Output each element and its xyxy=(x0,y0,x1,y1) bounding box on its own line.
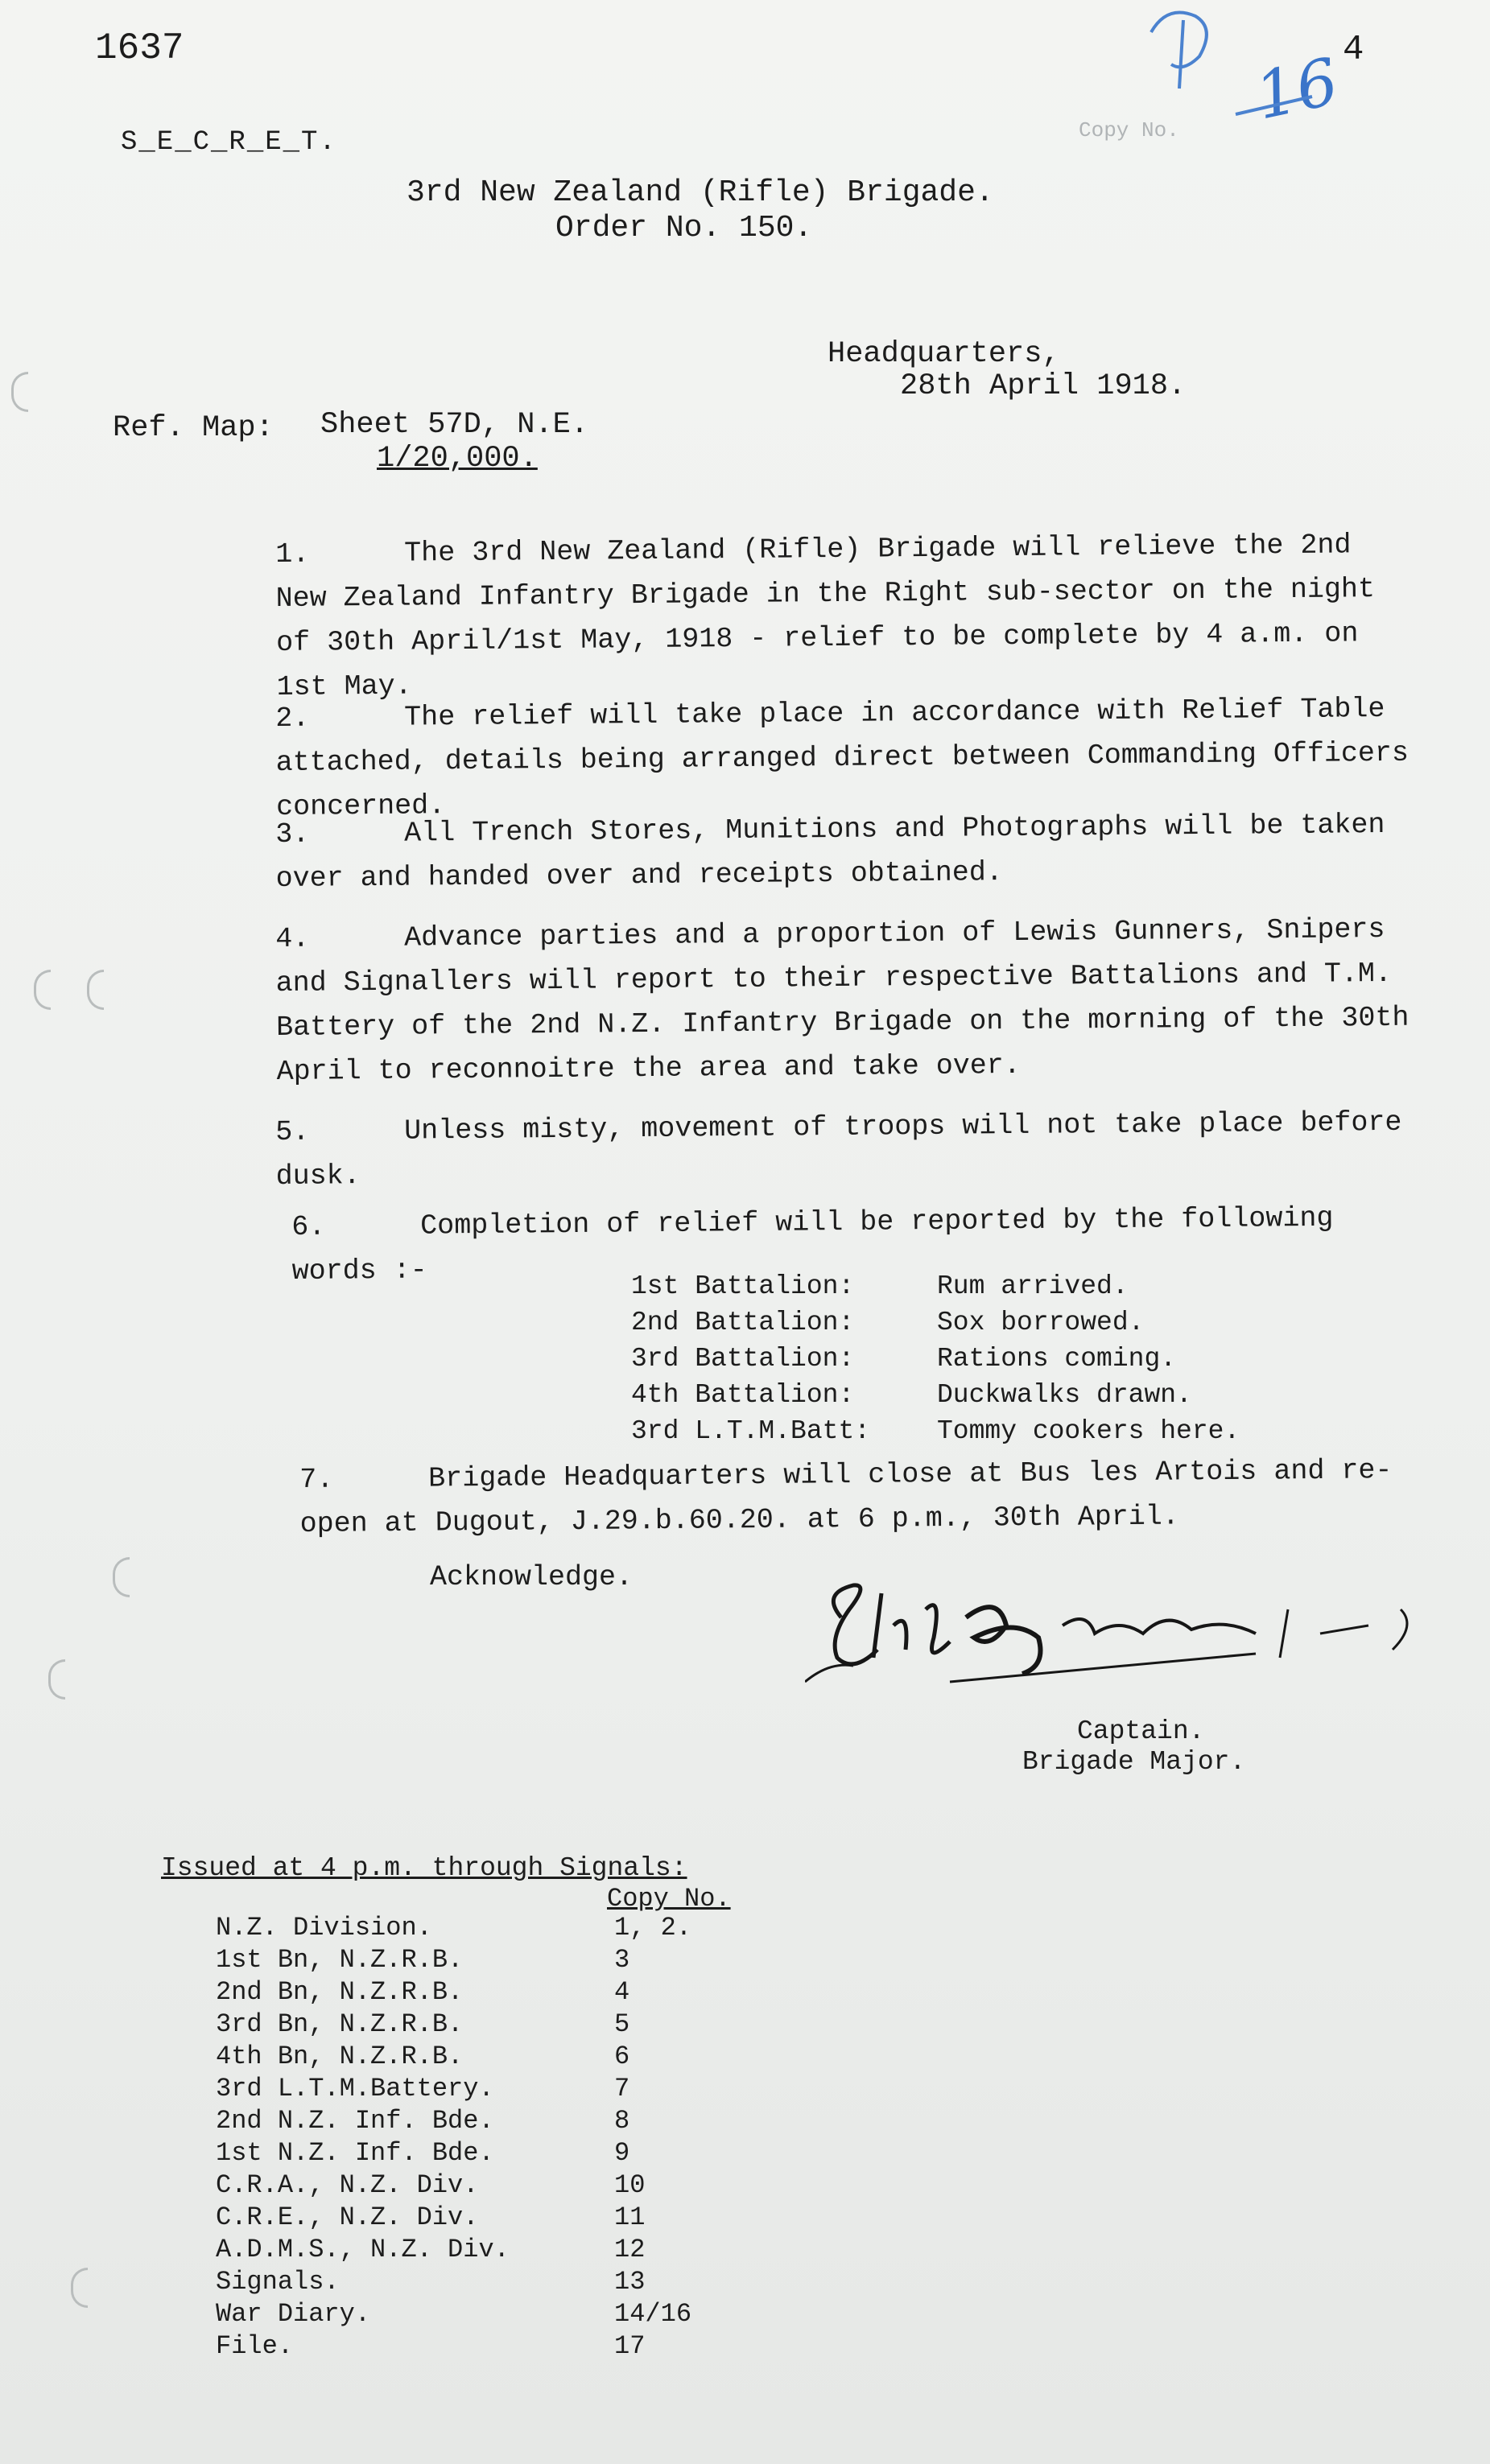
punch-hole xyxy=(71,2268,88,2308)
distribution-row xyxy=(216,2330,691,2363)
copy-number: 1, 2. xyxy=(614,1913,692,1943)
copy-number: 4 xyxy=(614,1977,630,2007)
paragraph-number: 3. xyxy=(275,818,310,851)
copy-number: 9 xyxy=(614,2138,630,2168)
copy-number: 10 xyxy=(614,2170,646,2200)
paragraph-number: 5. xyxy=(275,1115,310,1148)
copy-number: 6 xyxy=(614,2042,630,2071)
paragraph-text: Completion of relief will be reported by the following words :- xyxy=(291,1201,1334,1288)
punch-hole xyxy=(48,1659,65,1700)
code-word-row xyxy=(631,1268,1240,1304)
paragraph-text: Unless misty, movement of troops will not take place before dusk. xyxy=(275,1106,1402,1193)
distribution-row xyxy=(216,2073,691,2105)
paragraph-number: 2. xyxy=(275,702,310,735)
location: Headquarters, xyxy=(828,337,1060,371)
recipient: N.Z. Division. xyxy=(216,1913,432,1943)
code-word-row xyxy=(631,1377,1240,1413)
code-word-unit: 4th Battalion: xyxy=(631,1380,855,1410)
paragraph-text: All Trench Stores, Munitions and Photographs will be taken over and handed over and receipts obtained. xyxy=(275,808,1385,895)
paragraph-text: The 3rd New Zealand (Rifle) Brigade will relieve the 2nd New Zealand Infantry Brigade in the Right sub-sector on the night of 30th April/1st May, 1918 - relief to be complete by 4 a.m. on 1st May. xyxy=(275,529,1376,703)
distribution-row xyxy=(216,2009,691,2041)
punch-hole xyxy=(11,372,28,412)
paragraph-number: 1. xyxy=(275,538,310,571)
page-number: 4 xyxy=(1343,30,1364,70)
copy-number-stamp: Copy No. xyxy=(1079,118,1179,142)
code-words-list xyxy=(631,1268,1240,1449)
code-word-row xyxy=(631,1341,1240,1377)
ref-map-label: Ref. Map: xyxy=(113,411,274,445)
distribution-row xyxy=(216,2234,691,2266)
distribution-row xyxy=(216,2266,691,2298)
paragraph-text: The relief will take place in accordance with Relief Table attached, details being arranged direct between Commanding Officers concerned. xyxy=(275,692,1410,823)
distribution-row xyxy=(216,1976,691,2009)
copy-no-header: Copy No. xyxy=(607,1884,731,1914)
recipient: File. xyxy=(216,2331,294,2361)
recipient: Signals. xyxy=(216,2267,340,2297)
recipient: 4th Bn, N.Z.R.B. xyxy=(216,2042,464,2071)
punch-hole xyxy=(113,1557,130,1597)
distribution-row xyxy=(216,1944,691,1976)
paragraph-3 xyxy=(275,803,1419,901)
copy-number: 5 xyxy=(614,2009,630,2039)
code-word-unit: 2nd Battalion: xyxy=(631,1308,855,1337)
copy-number: 17 xyxy=(614,2331,646,2361)
recipient: C.R.E., N.Z. Div. xyxy=(216,2202,479,2232)
code-word-row xyxy=(631,1304,1240,1341)
code-word: Rations coming. xyxy=(937,1344,1177,1374)
acknowledge: Acknowledge. xyxy=(430,1561,634,1593)
distribution-row xyxy=(216,2105,691,2137)
file-number: 1637 xyxy=(95,27,184,69)
signatory-title: Brigade Major. xyxy=(1022,1747,1246,1777)
paragraph-number: 4. xyxy=(275,922,310,955)
ref-map-sheet: Sheet 57D, N.E. xyxy=(320,408,589,442)
recipient: War Diary. xyxy=(216,2299,371,2329)
order-date: 28th April 1918. xyxy=(900,369,1187,403)
signature xyxy=(805,1561,1481,1722)
code-word: Tommy cookers here. xyxy=(937,1416,1240,1446)
paragraph-number: 6. xyxy=(291,1210,326,1243)
code-word: Sox borrowed. xyxy=(937,1308,1145,1337)
distribution-heading: Issued at 4 p.m. through Signals: xyxy=(161,1853,687,1883)
code-word-row xyxy=(631,1413,1240,1449)
copy-number: 8 xyxy=(614,2106,630,2136)
distribution-row xyxy=(216,2137,691,2169)
distribution-row xyxy=(216,2041,691,2073)
handwritten-copy-number: 16 xyxy=(1249,43,1345,134)
recipient: A.D.M.S., N.Z. Div. xyxy=(216,2235,510,2264)
punch-hole xyxy=(87,970,104,1010)
ref-map-scale: 1/20,000. xyxy=(377,442,538,476)
distribution-row xyxy=(216,2298,691,2330)
distribution-row xyxy=(216,2169,691,2202)
copy-number: 11 xyxy=(614,2202,646,2232)
paragraph-4 xyxy=(275,908,1420,1094)
punch-hole xyxy=(34,970,51,1010)
paragraph-text: Brigade Headquarters will close at Bus les Artois and re-open at Dugout, J.29.b.60.20. at 6 p.m., 30th April. xyxy=(299,1454,1393,1540)
paragraph-text: Advance parties and a proportion of Lewis Gunners, Snipers and Signallers will report to their respective Battalions and T.M. Battery of the 2nd N.Z. Infantry Brigade on the morning of the 30th April to reconnoitre the area and take over. xyxy=(275,913,1410,1088)
recipient: 2nd Bn, N.Z.R.B. xyxy=(216,1977,464,2007)
paragraph-number: 7. xyxy=(299,1463,334,1496)
blue-underline xyxy=(1232,90,1320,122)
distribution-row xyxy=(216,1912,691,1944)
distribution-list xyxy=(216,1912,691,2363)
classification: S_E_C_R_E_T. xyxy=(121,127,337,158)
code-word: Duckwalks drawn. xyxy=(937,1380,1192,1410)
recipient: 3rd L.T.M.Battery. xyxy=(216,2074,494,2103)
copy-number: 3 xyxy=(614,1945,630,1975)
code-word-unit: 1st Battalion: xyxy=(631,1271,855,1301)
copy-number: 7 xyxy=(614,2074,630,2103)
distribution-row xyxy=(216,2202,691,2234)
copy-number: 13 xyxy=(614,2267,646,2297)
unit-title: 3rd New Zealand (Rifle) Brigade. xyxy=(407,175,994,210)
recipient: 1st Bn, N.Z.R.B. xyxy=(216,1945,464,1975)
recipient: 3rd Bn, N.Z.R.B. xyxy=(216,2009,464,2039)
code-word: Rum arrived. xyxy=(937,1271,1129,1301)
recipient: 2nd N.Z. Inf. Bde. xyxy=(216,2106,494,2136)
copy-number: 12 xyxy=(614,2235,646,2264)
paragraph-1 xyxy=(275,523,1420,710)
signatory-rank: Captain. xyxy=(1077,1716,1205,1746)
paragraph-5 xyxy=(275,1101,1419,1199)
copy-number: 14/16 xyxy=(614,2299,692,2329)
paragraph-7 xyxy=(299,1448,1443,1547)
recipient: C.R.A., N.Z. Div. xyxy=(216,2170,479,2200)
order-number: Order No. 150. xyxy=(555,211,813,245)
recipient: 1st N.Z. Inf. Bde. xyxy=(216,2138,494,2168)
code-word-unit: 3rd L.T.M.Batt: xyxy=(631,1416,871,1446)
code-word-unit: 3rd Battalion: xyxy=(631,1344,855,1374)
